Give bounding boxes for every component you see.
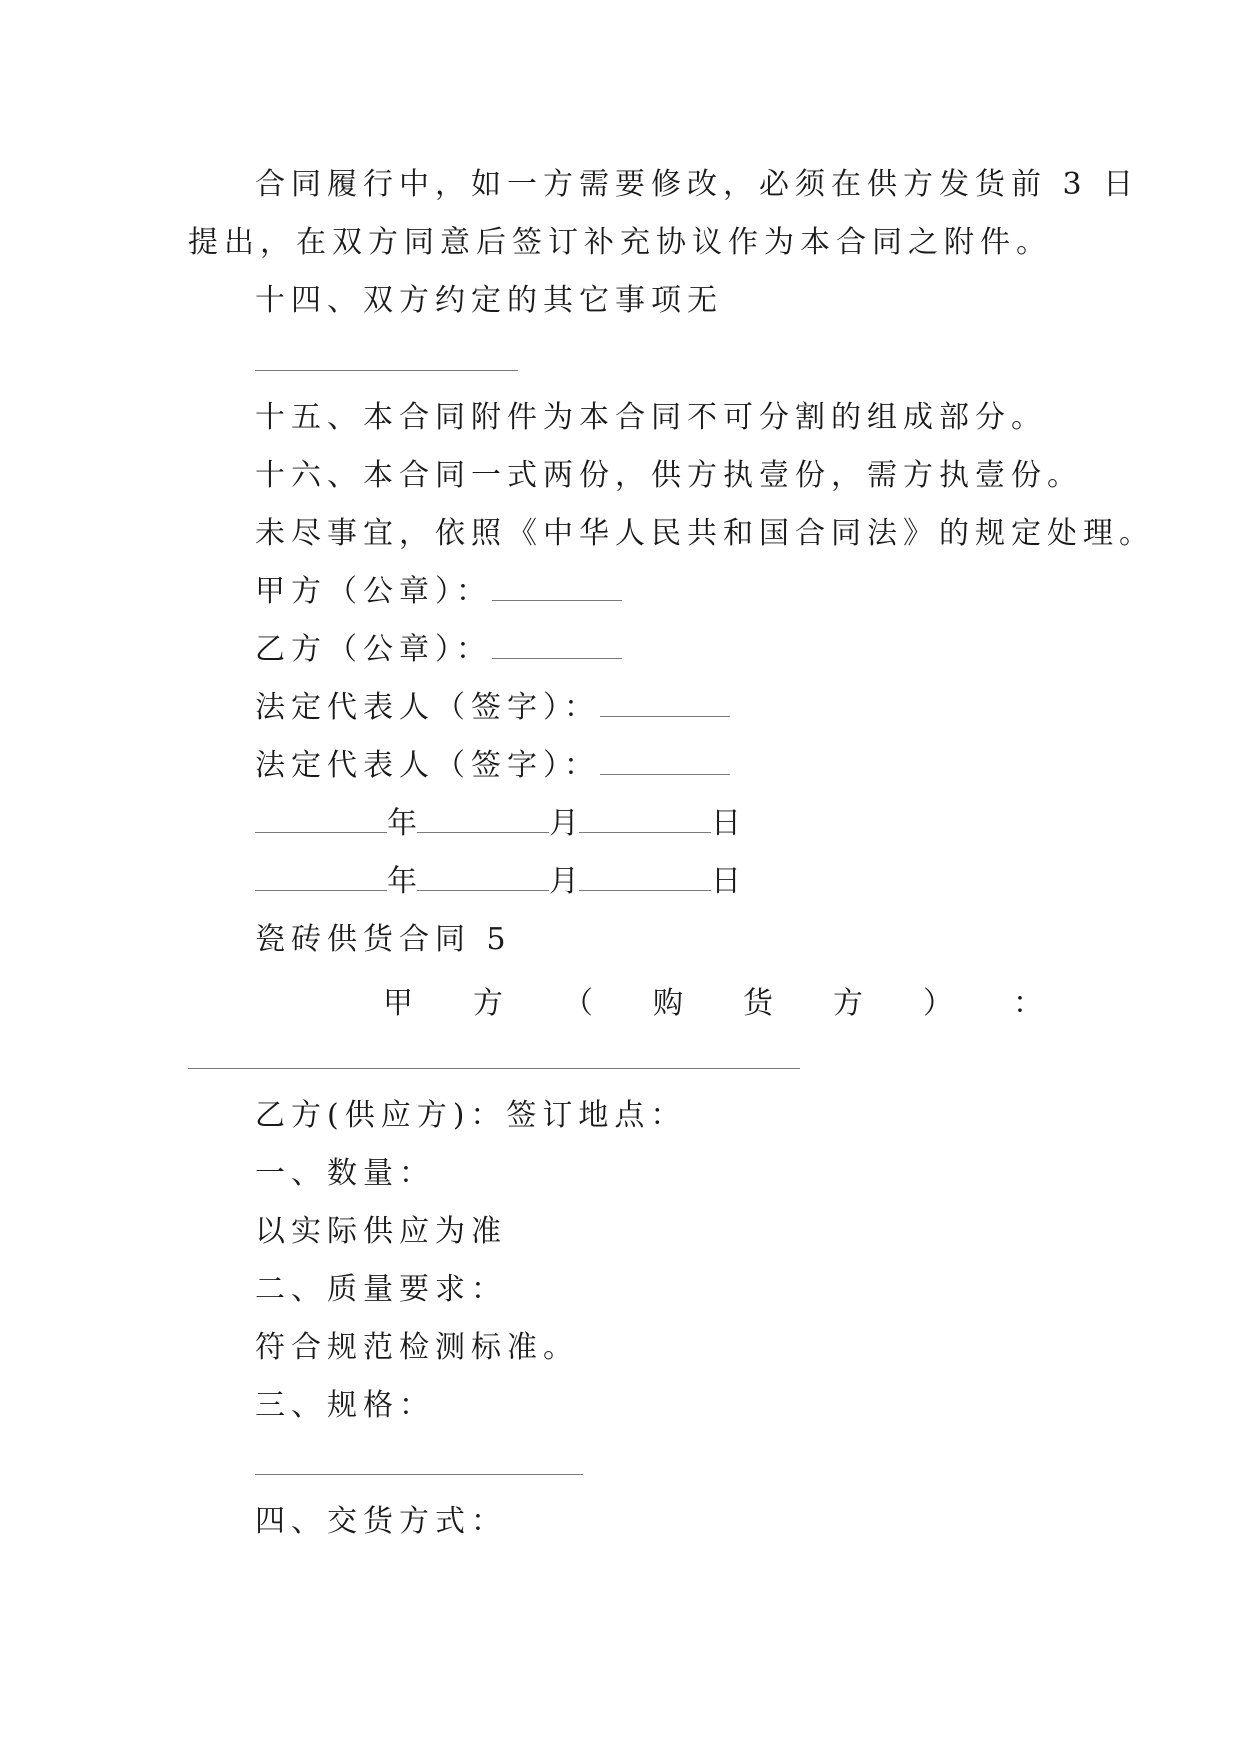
buyer-name-blank-line <box>188 1068 800 1069</box>
date-row-2 <box>255 862 741 902</box>
paragraph-amendment-line1: 合同履行中，如一方需要修改，必须在供方发货前 3 日 <box>255 167 1140 202</box>
party-b-seal-blank <box>492 632 622 659</box>
legal-rep-label-1: 法定代表人（签字）： <box>255 690 600 725</box>
party-b-seal-row <box>255 630 622 670</box>
legal-rep-row-1 <box>255 688 730 728</box>
day-label-2: 日 <box>711 864 741 899</box>
party-a-seal-row <box>255 572 622 612</box>
buyer-char-3: （ <box>563 986 593 1021</box>
month-blank-2 <box>417 864 549 891</box>
month-label-2: 月 <box>549 864 579 899</box>
day-blank-2 <box>579 864 711 891</box>
section-2-body: 符合规范检测标准。 <box>255 1330 579 1365</box>
paragraph-amendment-line2: 提出，在双方同意后签订补充协议作为本合同之附件。 <box>188 225 1052 260</box>
month-label-1: 月 <box>549 806 579 841</box>
year-label-1: 年 <box>387 806 417 841</box>
month-blank-1 <box>417 806 549 833</box>
article-14: 十四、双方约定的其它事项无 <box>255 283 723 318</box>
legal-rep-row-2 <box>255 746 730 786</box>
buyer-char-8: ： <box>1013 986 1043 1021</box>
section-3-title: 三、规格： <box>255 1388 435 1423</box>
legal-rep-label-2: 法定代表人（签字）： <box>255 748 600 783</box>
day-label-1: 日 <box>711 806 741 841</box>
party-b-seal-label: 乙方（公章）： <box>255 632 492 667</box>
article-16: 十六、本合同一式两份，供方执壹份，需方执壹份。 <box>255 458 1083 493</box>
section-1-title: 一、数量： <box>255 1156 435 1191</box>
legal-rep-blank-2 <box>600 748 730 775</box>
year-blank-1 <box>255 806 387 833</box>
buyer-line-spread <box>383 984 1043 1024</box>
section-2-title: 二、质量要求： <box>255 1272 507 1307</box>
section-1-body: 以实际供应为准 <box>255 1214 507 1249</box>
buyer-char-7: ） <box>923 986 953 1021</box>
section-3-blank-line <box>255 1474 583 1475</box>
buyer-char-1: 甲 <box>383 986 413 1021</box>
date-row-1 <box>255 804 741 844</box>
miscellaneous-clause: 未尽事宜，依照《中华人民共和国合同法》的规定处理。 <box>255 516 1155 551</box>
article-14-blank-line <box>255 370 518 371</box>
buyer-char-5: 货 <box>743 986 773 1021</box>
year-blank-2 <box>255 864 387 891</box>
legal-rep-blank-1 <box>600 690 730 717</box>
party-a-seal-blank <box>492 574 622 601</box>
day-blank-1 <box>579 806 711 833</box>
section-4-title: 四、交货方式： <box>255 1504 507 1539</box>
buyer-char-4: 购 <box>653 986 683 1021</box>
contract-5-title: 瓷砖供货合同 5 <box>255 922 512 957</box>
article-15: 十五、本合同附件为本合同不可分割的组成部分。 <box>255 400 1047 435</box>
party-a-seal-label: 甲方（公章）： <box>255 574 492 609</box>
buyer-char-2: 方 <box>473 986 503 1021</box>
seller-and-signing-place: 乙方(供应方)：签订地点： <box>255 1098 687 1133</box>
buyer-char-6: 方 <box>833 986 863 1021</box>
year-label-2: 年 <box>387 864 417 899</box>
